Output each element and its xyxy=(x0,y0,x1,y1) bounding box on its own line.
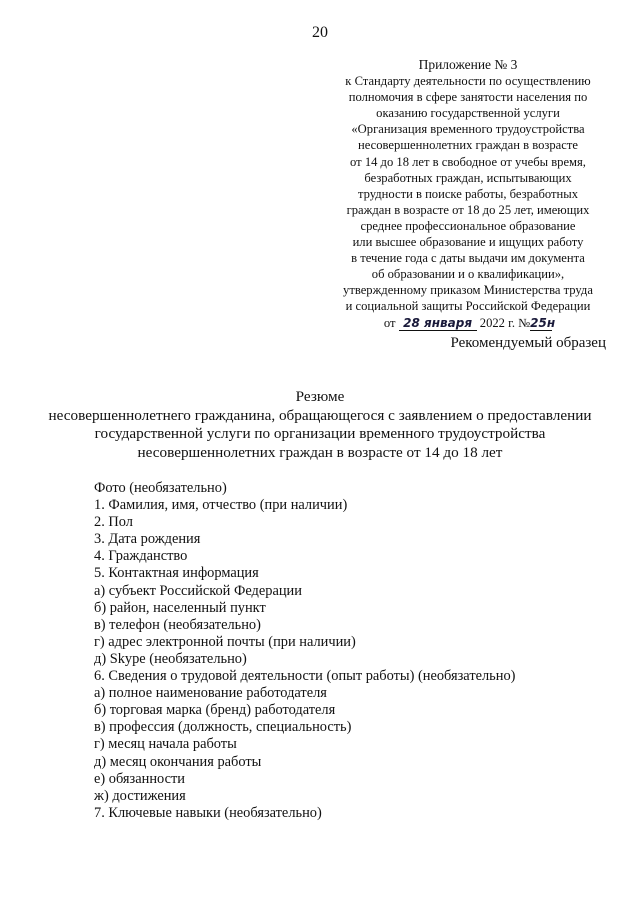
appendix-line: оказанию государственной услуги xyxy=(376,106,560,121)
resume-title: Резюме xyxy=(295,388,345,405)
appendix-line: безработных граждан, испытывающих xyxy=(364,170,572,185)
appendix-line: трудности в поиске работы, безработных xyxy=(357,186,579,201)
handwritten-number: 25н xyxy=(530,315,556,330)
resume-heading xyxy=(0,388,640,463)
handwritten-date: 28 января xyxy=(399,317,477,331)
resume-subtitle-line: несовершеннолетнего гражданина, обращающегося с заявлением о предоставлении xyxy=(48,406,592,424)
appendix-line: и социальной защиты Российской Федерации xyxy=(345,299,591,314)
appendix-line: полномочия в сфере занятости населения по xyxy=(348,90,588,105)
list-item: 4. Гражданство xyxy=(94,548,188,565)
resume-subtitle-line: несовершеннолетних граждан в возрасте от 14 до 18 лет xyxy=(137,444,503,462)
list-item: 7. Ключевые навыки (необязательно) xyxy=(94,804,322,821)
approval-year-text: 2022 г. № xyxy=(479,315,531,330)
appendix-line: утвержденному приказом Министерства труда xyxy=(343,283,593,298)
list-item: б) торговая марка (бренд) работодателя xyxy=(94,702,336,719)
appendix-line: к Стандарту деятельности по осуществлению xyxy=(345,74,591,89)
appendix-line: в течение года с даты выдачи им документа xyxy=(351,251,585,266)
list-item: б) район, населенный пункт xyxy=(94,599,266,616)
list-item: е) обязанности xyxy=(94,770,185,787)
appendix-line: несовершеннолетних граждан в возрасте xyxy=(358,138,578,153)
appendix-line: «Организация временного трудоустройства xyxy=(351,122,585,137)
approval-line xyxy=(340,315,596,331)
list-item: г) месяц начала работы xyxy=(94,736,237,753)
list-item: д) месяц окончания работы xyxy=(94,753,262,770)
list-item: г) адрес электронной почты (при наличии) xyxy=(94,633,356,650)
resume-fields-list xyxy=(94,480,614,822)
list-item: 1. Фамилия, имя, отчество (при наличии) xyxy=(94,497,348,514)
resume-subtitle-line: государственной услуги по организации временного трудоустройства xyxy=(94,425,546,443)
appendix-header: Приложение № 3 xyxy=(418,57,518,72)
appendix-block xyxy=(340,57,596,331)
list-item: в) телефон (необязательно) xyxy=(94,616,261,633)
list-item: 3. Дата рождения xyxy=(94,531,201,548)
list-item: 5. Контактная информация xyxy=(94,565,259,582)
list-item: Фото (необязательно) xyxy=(94,480,227,496)
list-item: д) Skype (необязательно) xyxy=(94,650,247,667)
approval-prefix: от xyxy=(383,315,396,330)
page-number: 20 xyxy=(312,24,328,41)
list-item: а) субъект Российской Федерации xyxy=(94,582,302,599)
recommended-sample-label: Рекомендуемый образец xyxy=(450,335,606,351)
list-item: 2. Пол xyxy=(94,514,133,531)
list-item: ж) достижения xyxy=(94,787,186,804)
appendix-line: от 14 до 18 лет в свободное от учебы время, xyxy=(350,154,586,169)
appendix-line: об образовании и о квалификации», xyxy=(371,267,565,282)
list-item: в) профессия (должность, специальность) xyxy=(94,719,352,736)
list-item: 6. Сведения о трудовой деятельности (опыт работы) (необязательно) xyxy=(94,668,516,685)
appendix-line: или высшее образование и ищущих работу xyxy=(352,235,584,250)
appendix-line: среднее профессиональное образование xyxy=(360,218,576,233)
appendix-line: граждан в возрасте от 18 до 25 лет, имеющих xyxy=(346,202,590,217)
list-item: а) полное наименование работодателя xyxy=(94,685,327,702)
